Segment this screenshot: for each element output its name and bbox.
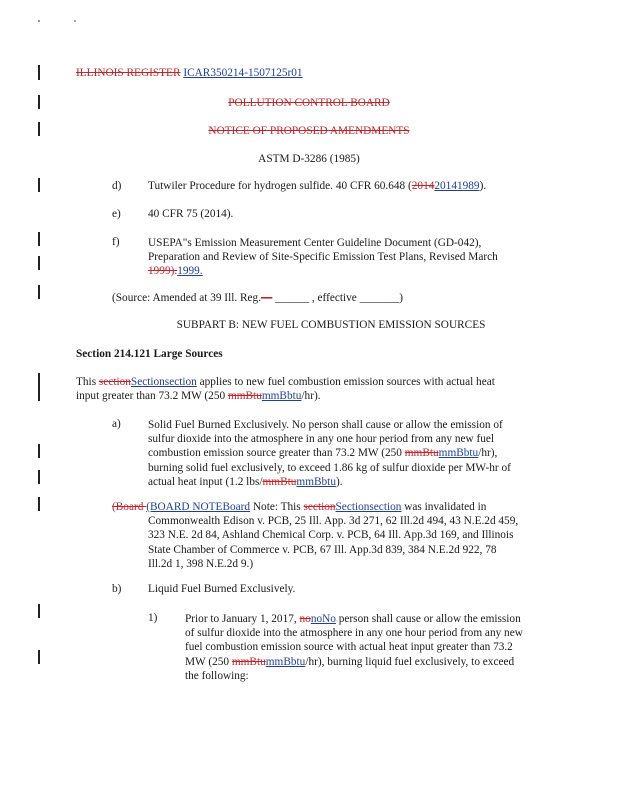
change-bar [38, 604, 40, 618]
para-a-deleted: mmBtu [404, 447, 439, 460]
change-bar [38, 232, 40, 246]
section-title: Section 214.121 Large Sources [76, 348, 223, 360]
change-bar [38, 285, 40, 299]
source-line [112, 292, 403, 304]
item-f-deleted: 1999). [148, 265, 178, 278]
para-b1-inserted: noNo [310, 613, 336, 625]
item-f-inserted: 1999. [177, 265, 203, 278]
para-a-line3-post: /hr), [478, 447, 498, 460]
para-b1-line: of sulfur dioxide into the atmosphere in any one hour period from any new [185, 627, 523, 640]
intro-line2-post: /hr). [301, 390, 321, 403]
board-note [112, 500, 518, 571]
change-bar [38, 497, 40, 511]
intro-inserted: Sectionsection [130, 376, 197, 388]
para-b1-deleted: no [299, 613, 311, 625]
para-b1-line: fuel combustion emission source with actual heat input greater than 73.2 [185, 641, 513, 654]
para-a-line5: actual heat input (1.2 lbs/ [148, 475, 263, 488]
para-b1-deleted-unit: mmBtu [231, 655, 266, 668]
item-f-line: USEPA"s Emission Measurement Center Guideline Document (GD-042), [148, 237, 482, 249]
item-d-text: Tutwiler Procedure for hydrogen sulfide. 40 CFR 60.648 ( [148, 180, 412, 192]
board-note-deleted: (Board [112, 501, 147, 513]
board-note-inserted: (BOARD NOTEBoard [146, 501, 251, 513]
item-label-e: e) [112, 208, 121, 220]
para-a-line: Solid Fuel Burned Exclusively. No person shall cause or allow the emission of [148, 419, 503, 431]
intro-inserted-unit: mmBbtu [261, 390, 302, 403]
notice-deleted: NOTICE OF PROPOSED AMENDMENTS [208, 125, 410, 137]
source-post: _______) [356, 292, 403, 304]
item-label-d: d) [112, 180, 122, 192]
item-label-f: f) [112, 236, 120, 248]
intro-deleted-unit: mmBtu [227, 390, 262, 403]
para-b1-line1: Prior to January 1, 2017, [185, 613, 300, 625]
para-a-line: burning solid fuel exclusively, to exceed 1.86 kg of sulfur dioxide per MW-hr of [148, 461, 511, 474]
change-bar [38, 65, 40, 80]
intro-rest: applies to new fuel combustion emission sources with actual heat [196, 376, 495, 388]
para-b1-inserted-unit: mmBbtu [265, 655, 306, 668]
register-header [76, 67, 303, 79]
para-label-b1: 1) [148, 612, 158, 624]
board-note-mid: Note: This [250, 501, 304, 513]
board-note-line: State Chamber of Commerce v. PCB, 67 Ill. App.3d 839, 384 N.E.2d 922, 78 [148, 543, 497, 556]
astm-line: ASTM D-3286 (1985) [258, 153, 360, 165]
para-label-b: b) [112, 583, 122, 595]
para-a-line: sulfur dioxide into the atmosphere in any one hour period from any new fuel [148, 433, 495, 446]
source-pre: (Source: Amended at 39 Ill. Reg. [112, 292, 262, 304]
change-bar [38, 650, 40, 664]
change-bar [38, 256, 40, 270]
para-b1-line: the following: [185, 669, 249, 682]
change-bar [38, 178, 40, 192]
intro-line2: input greater than 73.2 MW (250 [76, 390, 228, 403]
change-bar [38, 444, 40, 458]
change-bar [38, 470, 40, 484]
board-note-line: 323 N.E. 2d 84, Ashland Chemical Corp. v. PCB, 64 Ill. App.3d 169, and Illinois [148, 529, 514, 542]
source-deleted: — [261, 292, 273, 304]
item-f-line: Preparation and Review of Site-Specific Emission Test Plans, Revised March [148, 251, 498, 264]
source-mid: ______ , effective [272, 292, 357, 304]
item-d-deleted: 2014 [411, 180, 435, 192]
item-d-inserted: 20141989 [434, 180, 480, 192]
para-a [148, 418, 511, 489]
item-d [148, 180, 486, 192]
para-b1-line4-post: /hr), burning liquid fuel exclusively, to exceed [305, 655, 515, 668]
board-deleted: POLLUTION CONTROL BOARD [228, 97, 390, 109]
change-bar [38, 373, 40, 401]
board-note-line: Ill.2d 1, 398 N.E.2d 9.) [148, 557, 254, 570]
intro-pre: This [76, 376, 99, 388]
para-a-inserted: mmBbtu [296, 475, 336, 488]
para-b1 [185, 612, 523, 683]
board-note-line: Commonwealth Edison v. PCB, 25 Ill. App. 3d 271, 62 Ill.2d 494, 43 N.E.2d 459, [148, 515, 519, 528]
intro-deleted: section [98, 376, 131, 388]
item-f [148, 236, 498, 279]
para-b1-line4: MW (250 [185, 655, 232, 668]
para-label-a: a) [112, 418, 121, 430]
para-a-line5-post: ). [335, 475, 343, 488]
para-a-inserted: mmBbtu [438, 447, 479, 460]
para-b: Liquid Fuel Burned Exclusively. [148, 583, 296, 595]
board-header [0, 97, 618, 109]
para-b1-line1-post: person shall cause or allow the emission [335, 613, 521, 625]
board-note-inserted-section: Sectionsection [335, 501, 402, 513]
board-note-deleted-section: section [303, 501, 336, 513]
item-e: 40 CFR 75 (2014). [148, 208, 234, 220]
intro-paragraph [76, 375, 495, 403]
item-d-tail: ). [479, 180, 487, 192]
notice-header [0, 125, 618, 137]
register-deleted: ILLINOIS REGISTER [76, 67, 181, 79]
subpart-heading: SUBPART B: NEW FUEL COMBUSTION EMISSION SOURCES [176, 319, 486, 331]
scan-speck [74, 20, 76, 22]
register-inserted: ICAR350214-1507125r01 [183, 67, 303, 79]
board-note-rest: was invalidated in [401, 501, 487, 513]
para-a-line3: combustion emission source greater than 73.2 MW (250 [148, 447, 405, 460]
scan-speck [38, 20, 40, 22]
para-a-deleted: mmBtu [262, 475, 297, 488]
